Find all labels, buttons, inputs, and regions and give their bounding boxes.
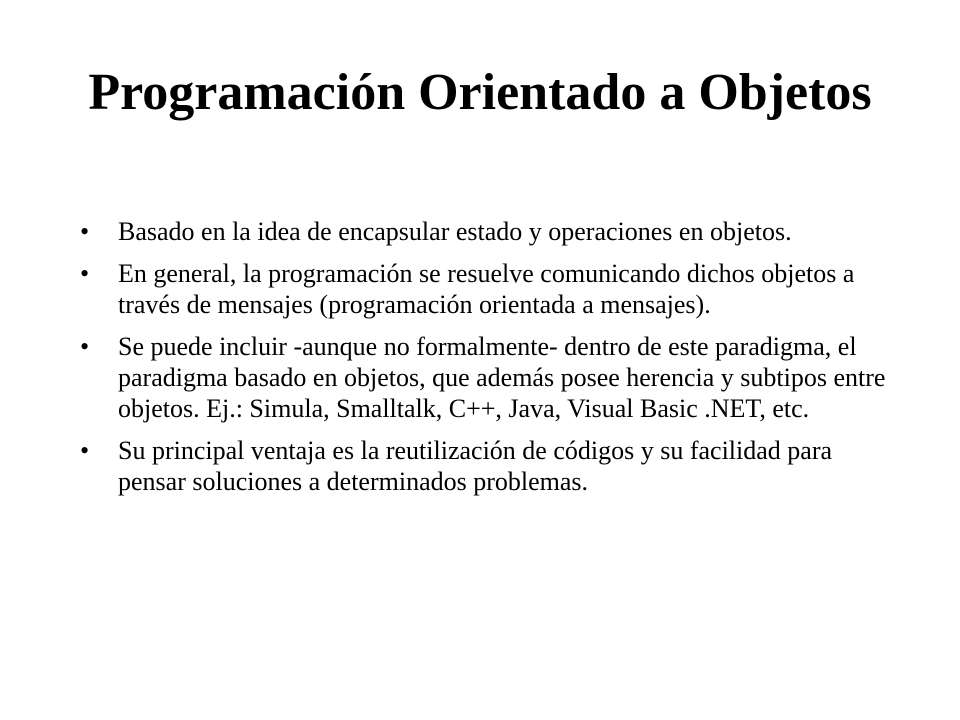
- bullet-icon: •: [80, 436, 90, 465]
- bullet-text: Su principal ventaja es la reutilización de códigos y su facilidad para pensar soluciones a determinados problemas.: [118, 436, 833, 496]
- bullet-list: [80, 216, 900, 508]
- bullet-text: Basado en la idea de encapsular estado y operaciones en objetos.: [118, 217, 792, 246]
- bullet-icon: •: [80, 332, 90, 361]
- slide-title: Programación Orientado a Objetos: [88, 64, 872, 121]
- bullet-icon: •: [80, 217, 90, 246]
- bullet-text: En general, la programación se resuelve comunicando dichos objetos a través de mensajes (programación orientada a mensajes).: [118, 259, 855, 319]
- bullet-item: [80, 216, 900, 247]
- bullet-text: Se puede incluir -aunque no formalmente- dentro de este paradigma, el paradigma basado en objetos, que además posee herencia y subtipos entre objetos. Ej.: Simula, Smalltalk, C++, Java, Visual Basic .NET, etc.: [118, 332, 886, 423]
- bullet-item: [80, 258, 900, 320]
- bullet-item: [80, 331, 900, 424]
- bullet-item: [80, 435, 900, 497]
- bullet-icon: •: [80, 259, 90, 288]
